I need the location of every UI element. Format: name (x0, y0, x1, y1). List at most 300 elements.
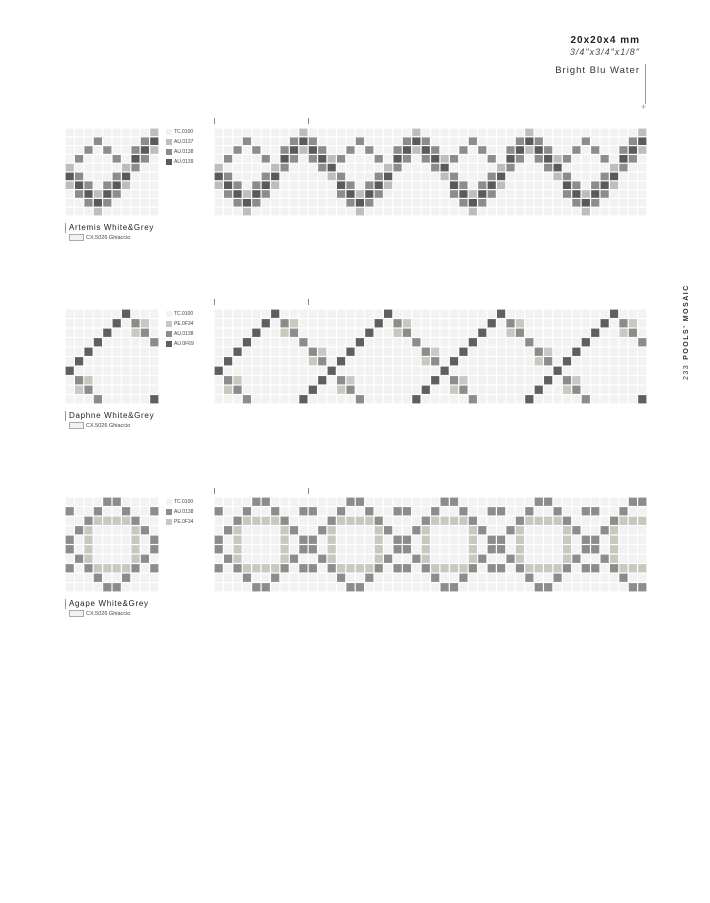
mosaic-tile (422, 310, 430, 318)
mosaic-tile (66, 310, 74, 318)
mosaic-tile (412, 155, 420, 163)
mosaic-tile (488, 137, 496, 145)
mosaic-tile (328, 190, 336, 198)
mosaic-tile (488, 517, 496, 525)
color-legend (166, 497, 193, 527)
mosaic-tile (365, 555, 373, 563)
pattern-border-artemis (214, 128, 647, 216)
mosaic-tile (582, 208, 590, 216)
mosaic-tile (309, 386, 317, 394)
mosaic-tile (431, 357, 439, 365)
mosaic-tile (544, 181, 552, 189)
mosaic-tile (553, 574, 561, 582)
mosaic-tile (280, 199, 288, 207)
mosaic-tile (497, 348, 505, 356)
mosaic-tile (441, 310, 449, 318)
mosaic-tile (375, 208, 383, 216)
mosaic-tile (441, 173, 449, 181)
mosaic-tile (478, 564, 486, 572)
mosaic-tile (290, 536, 298, 544)
mosaic-tile (94, 310, 102, 318)
mosaic-tile (431, 137, 439, 145)
mosaic-tile (572, 367, 580, 375)
mosaic-tile (619, 155, 627, 163)
mosaic-tile (582, 498, 590, 506)
mosaic-tile (233, 173, 241, 181)
mosaic-tile (113, 137, 121, 145)
mosaic-tile (337, 181, 345, 189)
mosaic-tile (131, 545, 139, 553)
mosaic-tile (280, 348, 288, 356)
mosaic-tile (601, 329, 609, 337)
mosaic-tile (544, 155, 552, 163)
mosaic-tile (516, 536, 524, 544)
mosaic-tile (356, 129, 364, 137)
mosaic-tile (356, 208, 364, 216)
mosaic-tile (252, 164, 260, 172)
mosaic-tile (629, 190, 637, 198)
mosaic-tile (441, 395, 449, 403)
mosaic-tile (610, 129, 618, 137)
mosaic-tile (66, 199, 74, 207)
mosaic-tile (591, 155, 599, 163)
mosaic-tile (66, 395, 74, 403)
mosaic-tile (619, 536, 627, 544)
mosaic-tile (619, 564, 627, 572)
crop-tick (308, 118, 309, 124)
mosaic-tile (591, 564, 599, 572)
mosaic-tile (346, 574, 354, 582)
mosaic-tile (346, 348, 354, 356)
crop-tick (308, 488, 309, 494)
mosaic-tile (610, 164, 618, 172)
mosaic-tile (271, 367, 279, 375)
mosaic-tile (375, 498, 383, 506)
mosaic-tile (393, 386, 401, 394)
mosaic-tile (141, 199, 149, 207)
mosaic-tile (131, 395, 139, 403)
mosaic-tile (113, 376, 121, 384)
mosaic-tile (94, 208, 102, 216)
mosaic-tile (141, 329, 149, 337)
mosaic-tile (403, 348, 411, 356)
mosaic-tile (150, 564, 158, 572)
mosaic-tile (629, 173, 637, 181)
mosaic-tile (356, 146, 364, 154)
mosaic-tile (553, 173, 561, 181)
mosaic-tile (525, 555, 533, 563)
mosaic-tile (459, 348, 467, 356)
mosaic-tile (215, 395, 223, 403)
mosaic-tile (591, 181, 599, 189)
mosaic-tile (233, 164, 241, 172)
mosaic-tile (66, 536, 74, 544)
mosaic-tile (469, 545, 477, 553)
mosaic-tile (516, 498, 524, 506)
mosaic-tile (629, 208, 637, 216)
mosaic-tile (309, 199, 317, 207)
mosaic-tile (375, 348, 383, 356)
color-swatch (166, 311, 172, 317)
mosaic-tile (459, 526, 467, 534)
mosaic-tile (365, 155, 373, 163)
mosaic-tile (365, 574, 373, 582)
mosaic-tile (113, 357, 121, 365)
mosaic-tile (243, 155, 251, 163)
mosaic-tile (271, 395, 279, 403)
mosaic-tile (403, 574, 411, 582)
mosaic-tile (497, 310, 505, 318)
mosaic-tile (544, 338, 552, 346)
mosaic-tile (610, 199, 618, 207)
mosaic-tile (75, 367, 83, 375)
mosaic-tile (262, 386, 270, 394)
mosaic-tile (525, 386, 533, 394)
mosaic-tile (271, 507, 279, 515)
mosaic-tile (122, 146, 130, 154)
mosaic-tile (215, 386, 223, 394)
mosaic-tile (113, 164, 121, 172)
mosaic-tile (393, 367, 401, 375)
mosaic-tile (280, 181, 288, 189)
mosaic-tile (488, 386, 496, 394)
mosaic-tile (290, 367, 298, 375)
mosaic-tile (75, 545, 83, 553)
mosaic-tile (553, 536, 561, 544)
mosaic-tile (535, 536, 543, 544)
mosaic-tile (75, 498, 83, 506)
mosaic-tile (224, 329, 232, 337)
mosaic-tile (459, 338, 467, 346)
mosaic-tile (243, 208, 251, 216)
mosaic-tile (591, 137, 599, 145)
mosaic-tile (103, 319, 111, 327)
mosaic-tile (403, 517, 411, 525)
mosaic-tile (365, 583, 373, 591)
mosaic-tile (365, 146, 373, 154)
mosaic-tile (535, 564, 543, 572)
legend-item: PE.0F34 (166, 517, 193, 527)
mosaic-tile (629, 555, 637, 563)
mosaic-tile (516, 181, 524, 189)
mosaic-tile (215, 357, 223, 365)
mosaic-tile (113, 545, 121, 553)
mosaic-tile (478, 357, 486, 365)
mosaic-tile (516, 583, 524, 591)
legend-item: AU.0138 (166, 329, 194, 339)
mosaic-tile (553, 338, 561, 346)
mosaic-tile (103, 386, 111, 394)
mosaic-tile (629, 199, 637, 207)
mosaic-tile (582, 545, 590, 553)
mosaic-tile (113, 319, 121, 327)
mosaic-tile (337, 574, 345, 582)
pattern-swatch-daphne (65, 309, 159, 404)
mosaic-tile (422, 129, 430, 137)
mosaic-tile (94, 357, 102, 365)
mosaic-tile (450, 173, 458, 181)
mosaic-tile (122, 338, 130, 346)
mosaic-tile (488, 395, 496, 403)
mosaic-tile (84, 507, 92, 515)
mosaic-tile (346, 329, 354, 337)
mosaic-tile (131, 386, 139, 394)
mosaic-tile (525, 146, 533, 154)
mosaic-tile (412, 164, 420, 172)
mosaic-tile (375, 536, 383, 544)
mosaic-tile (459, 367, 467, 375)
mosaic-tile (469, 574, 477, 582)
mosaic-tile (591, 129, 599, 137)
mosaic-tile (525, 208, 533, 216)
mosaic-tile (610, 208, 618, 216)
mosaic-tile (478, 129, 486, 137)
mosaic-tile (233, 545, 241, 553)
mosaic-tile (478, 498, 486, 506)
mosaic-tile (516, 319, 524, 327)
mosaic-tile (629, 536, 637, 544)
mosaic-tile (441, 208, 449, 216)
mosaic-tile (497, 386, 505, 394)
mosaic-tile (243, 367, 251, 375)
mosaic-tile (215, 137, 223, 145)
mosaic-tile (422, 199, 430, 207)
mosaic-tile (488, 367, 496, 375)
mosaic-tile (122, 536, 130, 544)
mosaic-tile (488, 129, 496, 137)
mosaic-tile (356, 367, 364, 375)
mosaic-tile (572, 155, 580, 163)
mosaic-tile (75, 386, 83, 394)
mosaic-tile (393, 498, 401, 506)
mosaic-tile (113, 583, 121, 591)
mosaic-tile (131, 146, 139, 154)
mosaic-tile (610, 348, 618, 356)
mosaic-tile (346, 564, 354, 572)
mosaic-tile (328, 376, 336, 384)
mosaic-tile (309, 348, 317, 356)
mosaic-tile (553, 526, 561, 534)
mosaic-tile (591, 190, 599, 198)
mosaic-tile (262, 181, 270, 189)
mosaic-tile (84, 208, 92, 216)
mosaic-tile (356, 181, 364, 189)
mosaic-tile (488, 338, 496, 346)
mosaic-tile (553, 583, 561, 591)
mosaic-tile (384, 129, 392, 137)
mosaic-tile (412, 583, 420, 591)
mosaic-tile (412, 526, 420, 534)
mosaic-tile (66, 526, 74, 534)
mosaic-tile (544, 555, 552, 563)
mosaic-tile (601, 319, 609, 327)
mosaic-tile (94, 190, 102, 198)
mosaic-tile (262, 536, 270, 544)
mosaic-tile (393, 173, 401, 181)
mosaic-tile (356, 555, 364, 563)
mosaic-tile (535, 376, 543, 384)
mosaic-tile (582, 395, 590, 403)
mosaic-tile (262, 395, 270, 403)
mosaic-tile (131, 208, 139, 216)
mosaic-tile (563, 498, 571, 506)
mosaic-tile (271, 146, 279, 154)
mosaic-tile (601, 190, 609, 198)
mosaic-tile (601, 517, 609, 525)
mosaic-tile (412, 367, 420, 375)
mosaic-tile (94, 545, 102, 553)
mosaic-tile (450, 338, 458, 346)
mosaic-tile (150, 208, 158, 216)
mosaic-tile (591, 319, 599, 327)
mosaic-tile (131, 155, 139, 163)
mosaic-tile (591, 329, 599, 337)
mosaic-tile (150, 517, 158, 525)
mosaic-tile (535, 507, 543, 515)
mosaic-tile (638, 208, 646, 216)
mosaic-tile (638, 357, 646, 365)
mosaic-tile (131, 536, 139, 544)
mosaic-tile (469, 507, 477, 515)
mosaic-tile (601, 199, 609, 207)
mosaic-tile (563, 574, 571, 582)
mosaic-tile (506, 376, 514, 384)
mosaic-tile (619, 190, 627, 198)
mosaic-tile (224, 146, 232, 154)
mosaic-tile (290, 310, 298, 318)
mosaic-tile (591, 348, 599, 356)
mosaic-tile (441, 376, 449, 384)
mosaic-tile (215, 155, 223, 163)
crop-tick (214, 299, 215, 305)
mosaic-tile (122, 386, 130, 394)
mosaic-tile (591, 146, 599, 154)
mosaic-tile (478, 536, 486, 544)
mosaic-tile (375, 164, 383, 172)
mosaic-tile (563, 376, 571, 384)
mosaic-tile (75, 319, 83, 327)
mosaic-tile (233, 155, 241, 163)
mosaic-tile (252, 498, 260, 506)
mosaic-tile (610, 190, 618, 198)
mosaic-tile (441, 367, 449, 375)
mosaic-tile (122, 376, 130, 384)
mosaic-tile (262, 507, 270, 515)
mosaic-tile (271, 545, 279, 553)
mosaic-tile (497, 208, 505, 216)
mosaic-tile (403, 395, 411, 403)
mosaic-tile (591, 367, 599, 375)
color-swatch (166, 139, 172, 145)
mosaic-tile (337, 376, 345, 384)
mosaic-tile (393, 208, 401, 216)
mosaic-tile (638, 517, 646, 525)
mosaic-tile (459, 376, 467, 384)
grout-info: CX.5026 Ghiaccio (69, 234, 154, 241)
mosaic-tile (403, 155, 411, 163)
mosaic-tile (75, 208, 83, 216)
mosaic-tile (601, 507, 609, 515)
mosaic-tile (441, 536, 449, 544)
mosaic-tile (84, 190, 92, 198)
mosaic-tile (252, 199, 260, 207)
mosaic-tile (488, 526, 496, 534)
mosaic-tile (66, 517, 74, 525)
mosaic-tile (469, 164, 477, 172)
mosaic-tile (563, 555, 571, 563)
mosaic-tile (84, 367, 92, 375)
mosaic-tile (318, 555, 326, 563)
mosaic-tile (122, 517, 130, 525)
mosaic-tile (469, 367, 477, 375)
mosaic-tile (535, 395, 543, 403)
mosaic-tile (337, 357, 345, 365)
mosaic-tile (299, 507, 307, 515)
mosaic-tile (328, 526, 336, 534)
mosaic-tile (506, 583, 514, 591)
mosaic-tile (535, 129, 543, 137)
mosaic-tile (582, 536, 590, 544)
mosaic-tile (309, 329, 317, 337)
mosaic-tile (412, 329, 420, 337)
mosaic-tile (497, 146, 505, 154)
mosaic-tile (328, 395, 336, 403)
mosaic-tile (469, 395, 477, 403)
mosaic-tile (516, 545, 524, 553)
mosaic-tile (572, 526, 580, 534)
mosaic-tile (365, 181, 373, 189)
mosaic-tile (582, 319, 590, 327)
mosaic-tile (384, 137, 392, 145)
mosaic-tile (337, 348, 345, 356)
mosaic-tile (122, 395, 130, 403)
mosaic-tile (141, 583, 149, 591)
mosaic-tile (488, 155, 496, 163)
mosaic-tile (318, 583, 326, 591)
mosaic-tile (450, 208, 458, 216)
mosaic-tile (252, 507, 260, 515)
mosaic-tile (280, 357, 288, 365)
mosaic-tile (318, 395, 326, 403)
mosaic-tile (516, 208, 524, 216)
mosaic-tile (346, 386, 354, 394)
mosaic-tile (431, 498, 439, 506)
mosaic-tile (619, 137, 627, 145)
mosaic-tile (122, 190, 130, 198)
mosaic-tile (150, 173, 158, 181)
mosaic-tile (610, 564, 618, 572)
mosaic-tile (469, 310, 477, 318)
mosaic-tile (66, 329, 74, 337)
mosaic-tile (150, 310, 158, 318)
mosaic-tile (141, 555, 149, 563)
mosaic-tile (337, 564, 345, 572)
mosaic-tile (553, 507, 561, 515)
mosaic-tile (356, 536, 364, 544)
mosaic-tile (150, 536, 158, 544)
mosaic-tile (563, 137, 571, 145)
mosaic-tile (488, 564, 496, 572)
mosaic-tile (601, 545, 609, 553)
mosaic-tile (280, 526, 288, 534)
color-swatch (166, 341, 172, 347)
mosaic-tile (66, 137, 74, 145)
mosaic-tile (365, 498, 373, 506)
mosaic-tile (582, 338, 590, 346)
mosaic-tile (450, 329, 458, 337)
mosaic-tile (422, 376, 430, 384)
mosaic-tile (619, 395, 627, 403)
